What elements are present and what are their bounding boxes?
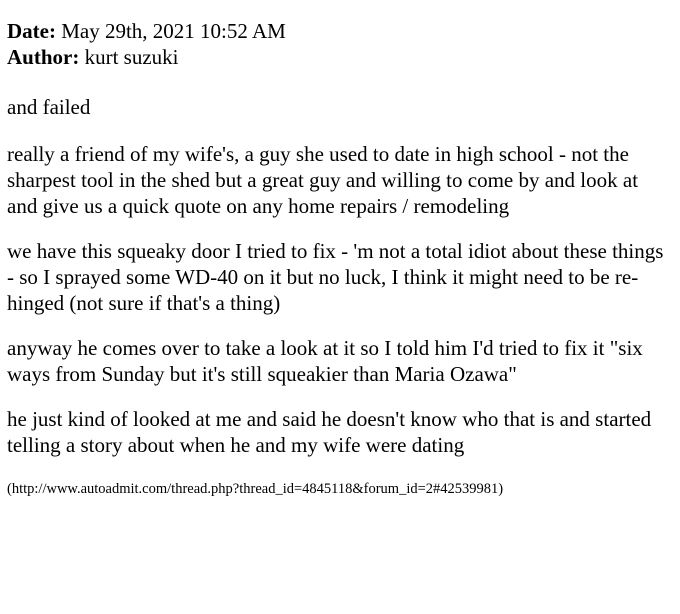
author-label: Author: xyxy=(7,45,80,69)
post-paragraph: and failed xyxy=(7,95,91,119)
forum-post xyxy=(7,18,672,513)
post-paragraph: we have this squeaky door I tried to fix - 'm not a total idiot about these things - so I sprayed some WD-40 on it but no luck, I think it might need to be re-hinged (not sure if that's a thing) xyxy=(7,239,664,315)
post-date xyxy=(7,18,672,44)
source-link[interactable]: (http://www.autoadmit.com/thread.php?thread_id=4845118&forum_id=2#42539981) xyxy=(7,481,504,497)
post-author xyxy=(7,44,672,70)
author-value: kurt suzuki xyxy=(84,45,179,69)
post-paragraph: really a friend of my wife's, a guy she used to date in high school - not the sharpest tool in the shed but a great guy and willing to come by and look at and give us a quick quote on any home repairs / remodeling xyxy=(7,142,639,218)
post-paragraph: he just kind of looked at me and said he doesn't know who that is and started telling a story about when he and my wife were dating xyxy=(7,407,652,457)
date-label: Date: xyxy=(7,19,56,43)
post-paragraph: anyway he comes over to take a look at it so I told him I'd tried to fix it "six ways from Sunday but it's still squeakier than Maria Ozawa" xyxy=(7,336,643,386)
date-value: May 29th, 2021 10:52 AM xyxy=(61,19,286,43)
